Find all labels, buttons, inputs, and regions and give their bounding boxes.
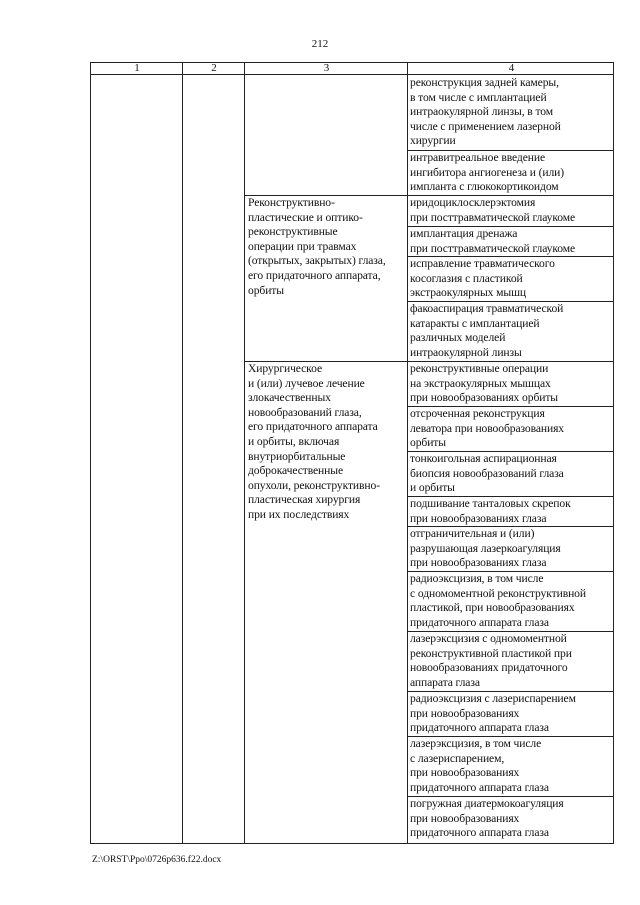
header-divider	[407, 62, 408, 75]
procedure-cell: отграничительная и (или) разрушающая лазеркоагуляция при новообразованиях глаза	[410, 527, 561, 570]
table-border-left	[90, 75, 91, 844]
procedure-cell: погружная диатермокоагуляция при новообразованиях придаточного аппарата глаза	[410, 797, 564, 840]
procedure-cell: лазерэксцизия с одномоментной реконструктивной пластикой при новообразованиях придаточного аппарата глаза	[410, 632, 572, 689]
column-header-4: 4	[508, 62, 515, 74]
header-divider	[182, 62, 183, 75]
table-border-right	[613, 75, 614, 844]
procedure-cell: отсроченная реконструкция леватора при новообразованиях орбиты	[410, 407, 565, 450]
column-header-3: 3	[323, 62, 330, 74]
table-header-row	[90, 62, 614, 75]
table-border-bottom	[90, 843, 614, 844]
procedure-cell: факоаспирация травматической катаракты с имплантацией различных моделей интраокулярной линзы	[410, 302, 564, 359]
procedure-cell: радиоэксцизия, в том числе с одномоментной реконструктивной пластикой, при новообразованиях придаточного аппарата глаза	[410, 572, 586, 629]
column-divider	[182, 75, 183, 844]
page-number: 212	[311, 38, 329, 50]
procedure-cell: радиоэксцизия с лазериспарением при новообразованиях придаточного аппарата глаза	[410, 692, 576, 735]
file-path-footer: Z:\ORST\Ppo\0726p636.f22.docx	[92, 855, 222, 865]
procedure-cell: исправление травматического косоглазия с пластикой экстраокулярных мышц	[410, 257, 555, 300]
column-header-2: 2	[211, 62, 217, 74]
header-divider	[244, 62, 245, 75]
section-cell: Хирургическое и (или) лучевое лечение злокачественных новообразований глаза, его придаточного аппарата и орбиты, включая внутриорбитальные доброкачественные опухоли, реконструктивно- пластическая хирургия при их последствиях	[248, 362, 380, 521]
procedure-cell: интравитреальное введение ингибитора ангиогенеза и (или) импланта с глюкокортикоидом	[410, 151, 565, 194]
column-header-1: 1	[134, 62, 140, 74]
procedure-cell: реконструктивные операции на экстраокулярных мышцах при новообразованиях орбиты	[410, 362, 559, 405]
section-cell: Реконструктивно- пластические и оптико- реконструктивные операции при травмах (открытых, закрытых) глаза, его придаточного аппарата, орбиты	[248, 196, 386, 297]
procedure-cell: тонкоигольная аспирационная биопсия новообразований глаза и орбиты	[410, 452, 564, 495]
column-divider	[244, 75, 245, 844]
procedure-cell: лазерэксцизия, в том числе с лазериспарением, при новообразованиях придаточного аппарата глаза	[410, 737, 549, 794]
procedure-cell: подшивание танталовых скрепок при новообразованиях глаза	[410, 497, 571, 525]
procedure-cell: имплантация дренажа при посттравматической глаукоме	[410, 227, 576, 255]
procedure-cell: реконструкция задней камеры, в том числе с имплантацией интраокулярной линзы, в том числе с применением лазерной хирургии	[410, 76, 561, 148]
column-divider	[407, 75, 408, 844]
procedure-cell: иридоциклосклерэктомия при посттравматической глаукоме	[410, 196, 576, 224]
